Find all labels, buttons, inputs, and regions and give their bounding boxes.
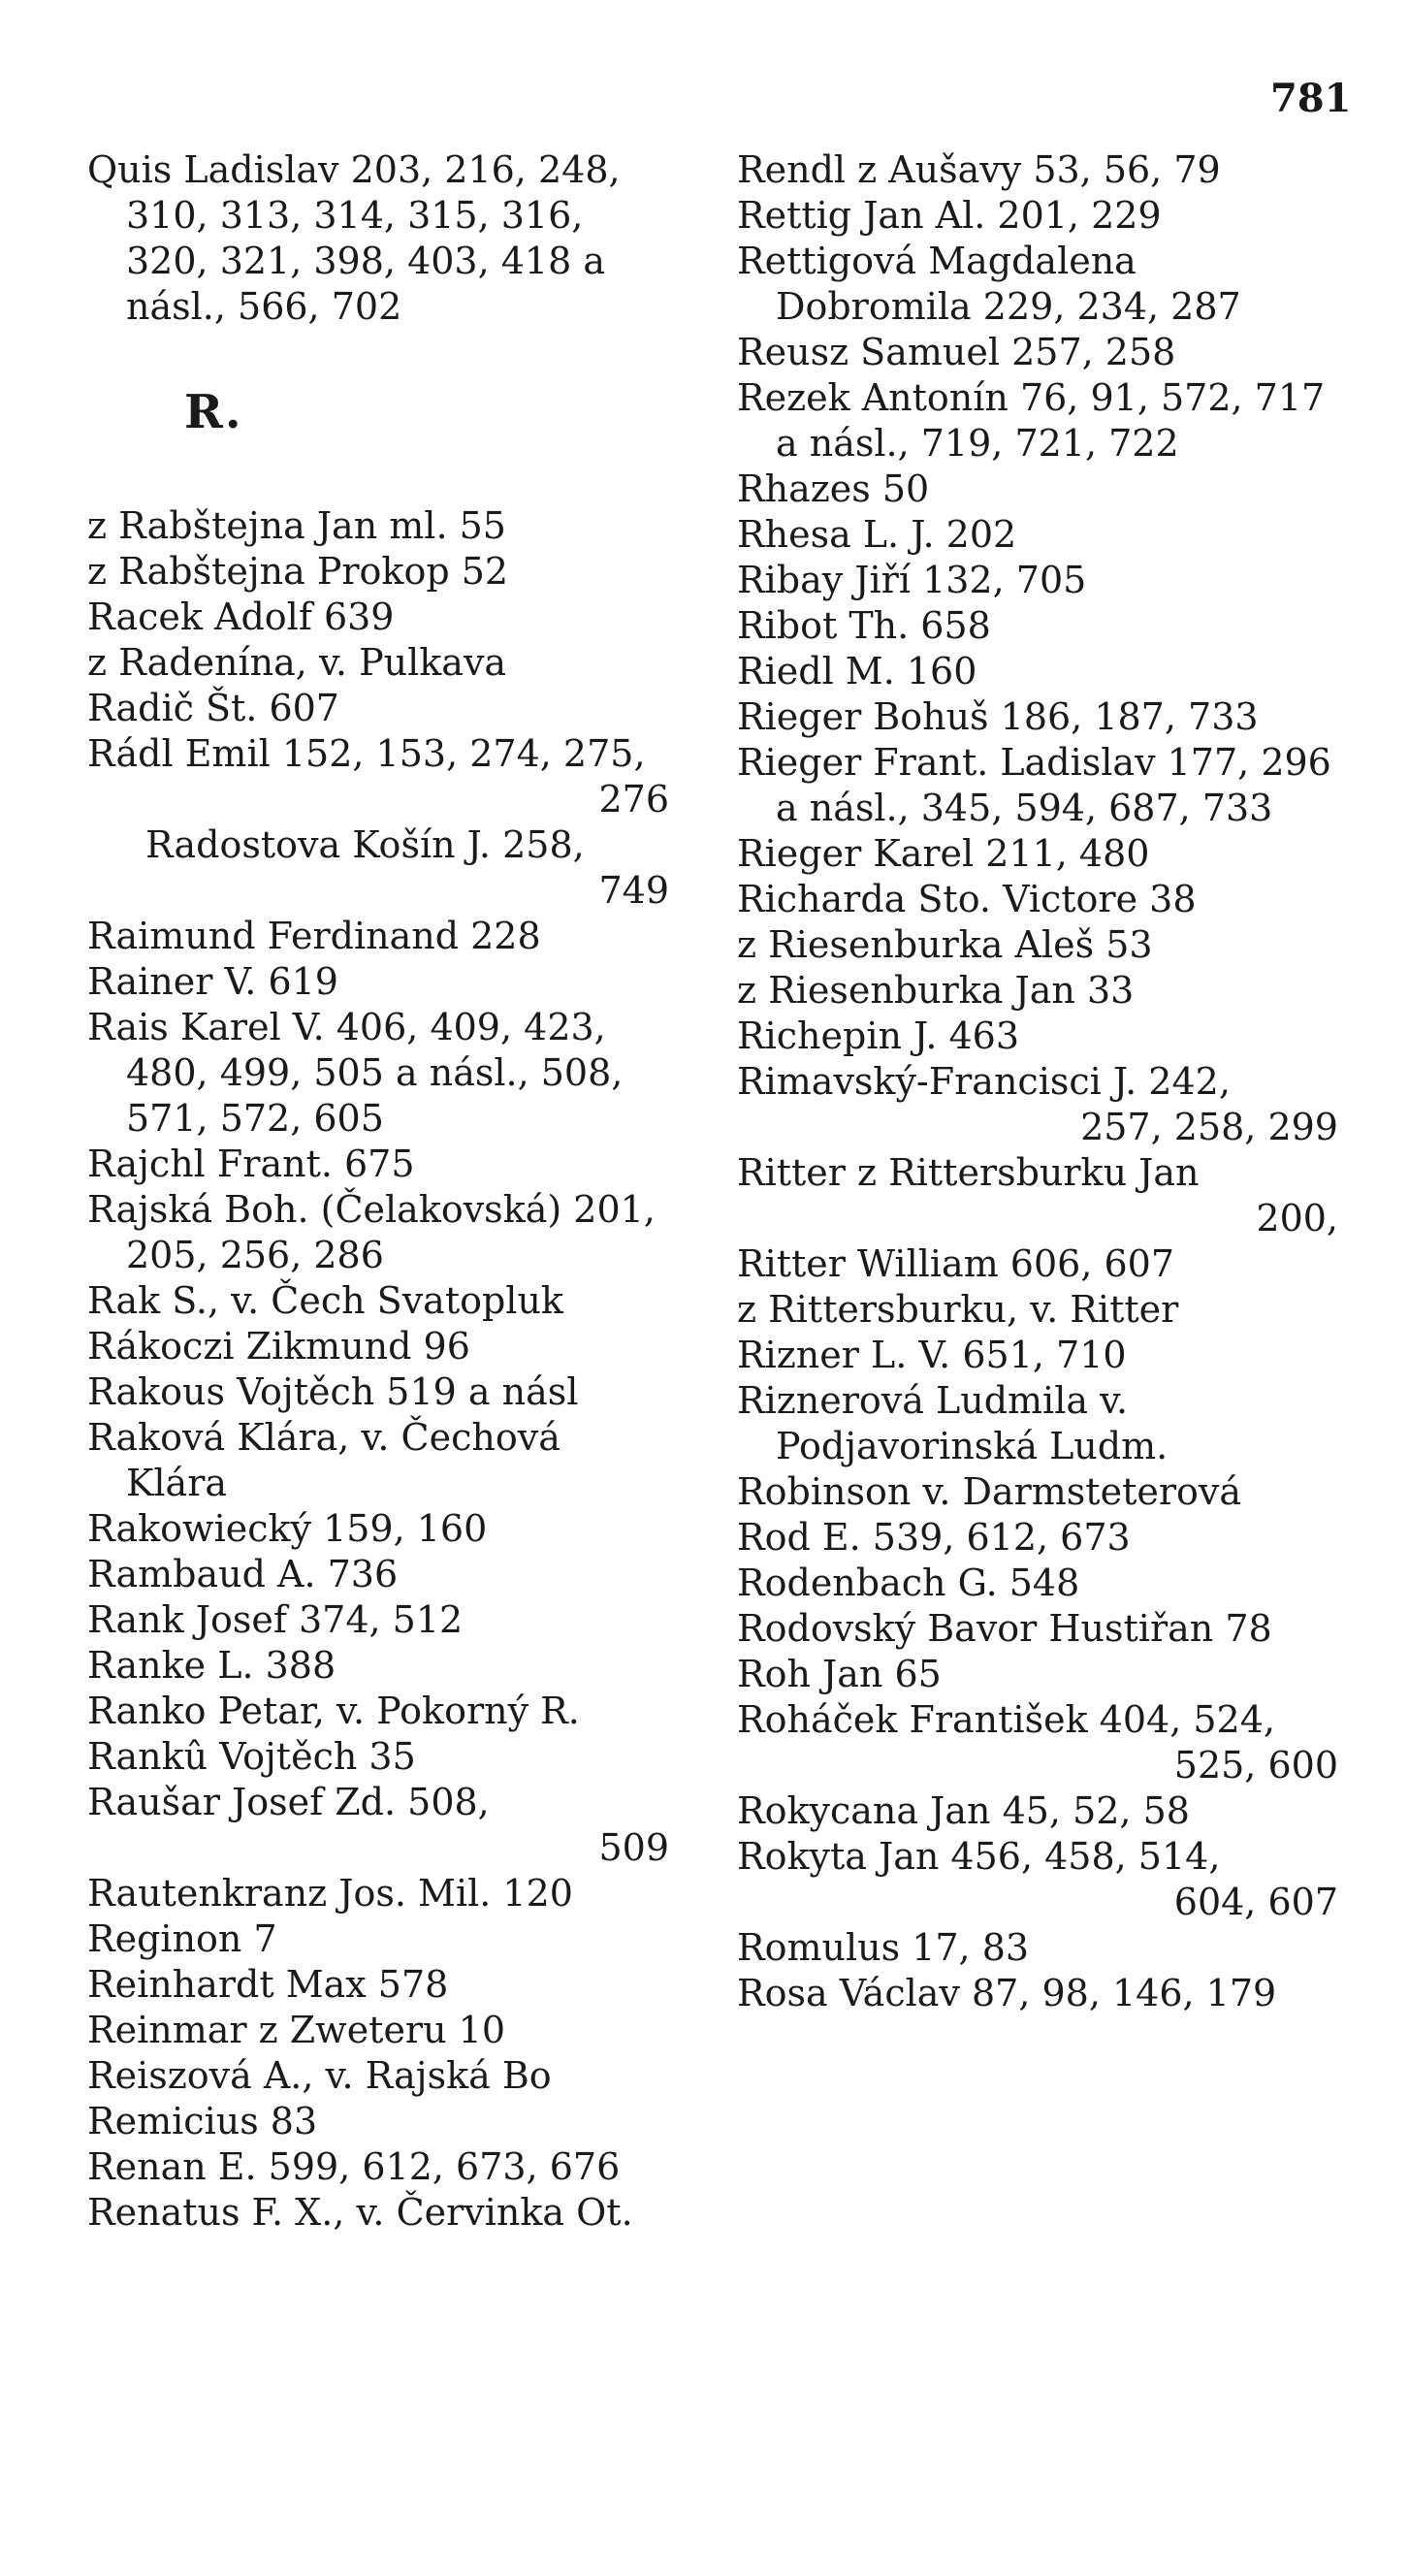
index-entry-text: Renan E. 599, 612, 673, 676: [87, 2145, 621, 2188]
index-entry: [87, 731, 669, 777]
index-entry-text: Rank Josef 374, 512: [87, 1598, 464, 1641]
index-entry-text: Rizner L. V. 651, 710: [737, 1334, 1127, 1376]
index-entry: [737, 558, 1338, 603]
index-entry-text: Radič Št. 607: [87, 687, 339, 729]
index-entry-text: Richarda Sto. Victore 38: [737, 878, 1197, 920]
index-entry: [737, 1788, 1338, 1834]
index-entry: [87, 2190, 669, 2236]
index-entry: [737, 1971, 1338, 2016]
index-entry: [737, 375, 1338, 467]
index-entry-text: Rettigová Magdalena Dobromila 229, 234, 287: [737, 240, 1241, 328]
index-entry-text: Rodenbach G. 548: [737, 1562, 1080, 1604]
index-entry: [737, 1469, 1338, 1515]
index-entry-text: Richepin J. 463: [737, 1014, 1020, 1057]
index-entry-text: Rodovský Bavor Hustiřan 78: [737, 1607, 1272, 1650]
index-entry-text: z Rittersburku, v. Ritter: [737, 1288, 1179, 1331]
index-entry-text: Rokyta Jan 456, 458, 514,: [737, 1835, 1221, 1878]
index-entry: [87, 914, 669, 959]
index-entry-text: Reginon 7: [87, 1917, 277, 1960]
index-entry: [737, 694, 1338, 740]
index-entry: [737, 1287, 1338, 1333]
index-entry-text: Rak S., v. Čech Svatopluk: [87, 1279, 563, 1322]
index-entry: [87, 959, 669, 1005]
index-entry: [737, 1561, 1338, 1606]
index-entry-text: Roh Jan 65: [737, 1653, 942, 1695]
index-entry-text: Roháček František 404, 524,: [737, 1698, 1275, 1741]
index-entry-text: Riznerová Ludmila v. Podjavorinská Ludm.: [737, 1379, 1169, 1467]
index-entry-text: Ribot Th. 658: [737, 604, 991, 647]
index-entry-text: Rakous Vojtěch 519 a násl: [87, 1370, 579, 1413]
index-entry-text: Radostova Košín J. 258,: [145, 823, 585, 866]
index-entry: [737, 512, 1338, 558]
index-entry: [737, 1606, 1338, 1652]
index-entry: [87, 147, 669, 330]
index-entry: [737, 1150, 1338, 1196]
index-entry-text: Rais Karel V. 406, 409, 423, 480, 499, 505 a násl., 508, 571, 572, 605: [87, 1006, 624, 1140]
index-entry-text: Rankû Vojtěch 35: [87, 1735, 416, 1778]
right-column: [737, 147, 1338, 2016]
index-entry: [87, 549, 669, 595]
index-entry: [87, 1552, 669, 1597]
index-entry-text: Rainer V. 619: [87, 960, 338, 1003]
index-entry: [737, 740, 1338, 831]
index-entry-continuation: 749: [598, 869, 669, 912]
index-entry-text: Rod E. 539, 612, 673: [737, 1516, 1131, 1559]
index-entry-continuation: 509: [598, 1826, 669, 1869]
index-entry: [737, 1925, 1338, 1971]
index-entry-text: Reusz Samuel 257, 258: [737, 331, 1176, 373]
index-entry-text: z Radenína, v. Pulkava: [87, 641, 507, 684]
index-entry-text: Robinson v. Darmsteterová: [737, 1470, 1241, 1513]
index-entry-text: z Rabštejna Prokop 52: [87, 550, 509, 593]
index-entry: [87, 1187, 669, 1278]
index-entry: [87, 1005, 669, 1142]
index-entry: [737, 1014, 1338, 1059]
index-entry-text: Rajchl Frant. 675: [87, 1143, 415, 1185]
index-entry: [87, 1734, 669, 1780]
index-entry-text: Ritter z Rittersburku Jan: [737, 1151, 1200, 1194]
page-number: 781: [1270, 76, 1352, 121]
index-entry-text: Rautenkranz Jos. Mil. 120: [87, 1872, 573, 1915]
index-entry-text: Raimund Ferdinand 228: [87, 915, 541, 957]
index-entry-text: Ribay Jiří 132, 705: [737, 559, 1087, 601]
index-entry: [737, 1515, 1338, 1561]
index-entry: [87, 822, 669, 868]
index-entry: [87, 1415, 669, 1506]
index-entry-text: Rieger Frant. Ladislav 177, 296 a násl., 345, 594, 687, 733: [737, 741, 1331, 829]
index-entry-text: Racek Adolf 639: [87, 596, 395, 638]
index-entry: [87, 1916, 669, 1962]
index-entry-text: Raková Klára, v. Čechová Klára: [87, 1416, 560, 1504]
index-entry: [87, 503, 669, 549]
left-column: [87, 147, 669, 2236]
index-entry-text: Rajská Boh. (Čelakovská) 201, 205, 256, 286: [87, 1188, 656, 1276]
index-entry: [87, 1324, 669, 1369]
section-letter: R.: [184, 385, 243, 439]
index-entry-text: Rettig Jan Al. 201, 229: [737, 194, 1162, 237]
index-entry: [87, 2099, 669, 2144]
index-entry: [737, 831, 1338, 877]
index-entry: [737, 877, 1338, 922]
index-entry-text: Renatus F. X., v. Červinka Ot.: [87, 2191, 633, 2234]
index-entry: [737, 649, 1338, 694]
index-entry: [87, 2053, 669, 2099]
index-entry: [87, 2144, 669, 2190]
index-entry-text: Reinmar z Zweteru 10: [87, 2009, 506, 2051]
index-entry-text: Rhesa L. J. 202: [737, 513, 1017, 556]
index-entry-text: Reinhardt Max 578: [87, 1963, 449, 2006]
index-entry: [87, 1643, 669, 1689]
index-entry: [87, 686, 669, 731]
index-entry-continuation: 200,: [1256, 1197, 1338, 1240]
index-entry: [737, 1834, 1338, 1880]
index-entry-text: Rhazes 50: [737, 467, 930, 510]
index-entry: [87, 1597, 669, 1643]
index-entry-text: Rosa Václav 87, 98, 146, 179: [737, 1972, 1277, 2014]
index-entry: [737, 1333, 1338, 1378]
index-entry: [737, 1652, 1338, 1697]
index-entry: [87, 1780, 669, 1825]
index-entry: [87, 1506, 669, 1552]
index-entry: [87, 1689, 669, 1734]
index-entry-text: Rieger Bohuš 186, 187, 733: [737, 695, 1259, 738]
index-entry: [87, 1142, 669, 1187]
index-entry: [737, 603, 1338, 649]
index-entry-text: Rakowiecký 159, 160: [87, 1507, 488, 1550]
index-entry: [737, 1241, 1338, 1287]
index-entry-text: Riedl M. 160: [737, 650, 977, 692]
index-entry: [737, 968, 1338, 1014]
index-entry-text: Remicius 83: [87, 2100, 318, 2142]
index-entry-text: z Rabštejna Jan ml. 55: [87, 504, 506, 547]
index-entry-text: Romulus 17, 83: [737, 1926, 1030, 1969]
index-entry: [737, 147, 1338, 193]
index-entry: [737, 467, 1338, 512]
index-entry: [87, 640, 669, 686]
index-entry: [737, 1059, 1338, 1105]
index-entry: [87, 2008, 669, 2053]
index-entry: [737, 239, 1338, 330]
index-entry-continuation: 257, 258, 299: [1080, 1106, 1338, 1148]
index-entry: [737, 1378, 1338, 1469]
index-entry-text: Rendl z Aušavy 53, 56, 79: [737, 148, 1221, 191]
index-entry: [87, 595, 669, 640]
index-entry: [87, 1962, 669, 2008]
index-entry-text: Rokycana Jan 45, 52, 58: [737, 1789, 1190, 1832]
index-entry-text: Rimavský-Francisci J. 242,: [737, 1060, 1231, 1103]
index-entry-text: Ranko Petar, v. Pokorný R.: [87, 1690, 580, 1732]
index-entry: [87, 1369, 669, 1415]
index-entry-text: Rákoczi Zikmund 96: [87, 1325, 470, 1368]
index-entry: [87, 1871, 669, 1916]
index-entry-text: Rezek Antonín 76, 91, 572, 717 a násl., 719, 721, 722: [737, 376, 1326, 465]
index-entry-text: Rambaud A. 736: [87, 1553, 399, 1595]
index-entry: [737, 1697, 1338, 1743]
index-entry-continuation: 525, 600: [1173, 1744, 1338, 1787]
index-entry-text: Quis Ladislav 203, 216, 248, 310, 313, 314, 315, 316, 320, 321, 398, 403, 418 a násl., 566, 702: [87, 148, 621, 328]
index-entry-text: z Riesenburka Jan 33: [737, 969, 1135, 1012]
index-entry: [737, 922, 1338, 968]
index-entry-continuation: 604, 607: [1173, 1881, 1338, 1923]
index-entry: [737, 193, 1338, 239]
index-entry-text: Rieger Karel 211, 480: [737, 832, 1150, 875]
index-entry-text: Rádl Emil 152, 153, 274, 275,: [87, 732, 646, 775]
index-entry: [737, 330, 1338, 375]
index-entry-text: Raušar Josef Zd. 508,: [87, 1781, 490, 1823]
index-entry-text: Ritter William 606, 607: [737, 1242, 1175, 1285]
index-entry: [87, 1278, 669, 1324]
index-entry-text: Reiszová A., v. Rajská Bo: [87, 2054, 552, 2097]
index-entry-continuation: 276: [598, 778, 669, 821]
index-entry-text: z Riesenburka Aleš 53: [737, 923, 1153, 966]
index-entry-text: Ranke L. 388: [87, 1644, 336, 1687]
